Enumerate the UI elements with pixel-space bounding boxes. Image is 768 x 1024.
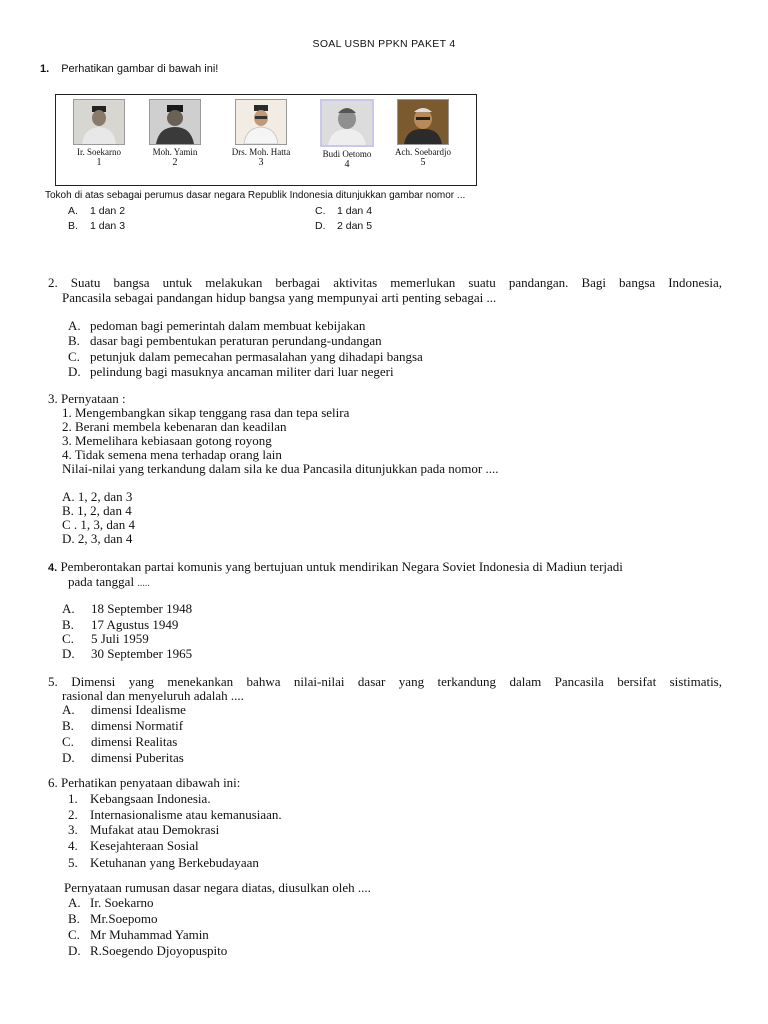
question-3-statement-3: 3. Memelihara kebiasaan gotong royong [62, 433, 272, 448]
question-6-statement-5: 5. Ketuhanan yang Berkebudayaan [68, 855, 259, 870]
question-5-stem-line1: 5. Dimensi yang menekankan bahwa nilai-nilai dasar yang terkandung dalam Pancasila bersifat sistimatis, [48, 674, 722, 689]
question-4-ellipsis: ..... [137, 578, 150, 589]
question-2-option-a[interactable]: A. pedoman bagi pemerintah dalam membuat kebijakan [68, 318, 366, 333]
question-2-option-d[interactable]: D. pelindung bagi masuknya ancaman militer dari luar negeri [68, 364, 394, 379]
question-5-stem-line2: rasional dan menyeluruh adalah .... [62, 688, 244, 703]
portrait-number: 5 [420, 157, 426, 168]
question-3-stem: 3. Pernyataan : [48, 391, 126, 406]
question-3-statement-1: 1. Mengembangkan sikap tenggang rasa dan tepa selira [62, 405, 350, 420]
question-3-statement-4: 4. Tidak semena mena terhadap orang lain [62, 447, 282, 462]
portrait-photo [397, 99, 449, 145]
question-6-statement-4: 4. Kesejahteraan Sosial [68, 838, 199, 853]
portrait-name: Moh. Yamin [152, 147, 198, 157]
portrait-4 [310, 99, 384, 170]
question-6-statement-1: 1. Kebangsaan Indonesia. [68, 791, 211, 806]
question-1-stem: Tokoh di atas sebagai perumus dasar negara Republik Indonesia ditunjukkan gambar nomor ... [45, 190, 466, 201]
portrait-number: 2 [172, 157, 178, 168]
question-4-stem-line1 [48, 559, 623, 575]
portraits-figure [55, 94, 477, 186]
question-6-question: Pernyataan rumusan dasar negara diatas, diusulkan oleh .... [64, 880, 371, 895]
portrait-photo [320, 99, 374, 147]
question-2-stem-line1: 2. Suatu bangsa untuk melakukan berbagai aktivitas memerlukan suatu pandangan. Bagi bangsa Indonesia, [48, 275, 722, 290]
question-6-option-a[interactable]: A. Ir. Soekarno [68, 895, 154, 910]
question-6-option-c[interactable]: C. Mr Muhammad Yamin [68, 927, 209, 942]
question-5-option-c[interactable]: C. dimensi Realitas [62, 734, 178, 749]
page-title: SOAL USBN PPKN PAKET 4 [312, 38, 456, 50]
question-5-option-b[interactable]: B. dimensi Normatif [62, 718, 184, 733]
question-4-option-a[interactable]: A. 18 September 1948 [62, 601, 193, 616]
portrait-name: Ach. Soebardjo [395, 147, 451, 157]
question-3-option-b[interactable]: B. 1, 2, dan 4 [62, 503, 132, 518]
portrait-1 [62, 99, 136, 168]
question-5-option-a[interactable]: A. dimensi Idealisme [62, 702, 186, 717]
question-1-heading-text: Perhatikan gambar di bawah ini! [61, 63, 219, 75]
question-2-stem-line2: Pancasila sebagai pandangan hidup bangsa yang mempunyai arti penting sebagai ... [62, 290, 497, 305]
portrait-name: Drs. Moh. Hatta [231, 147, 291, 157]
question-6-statement-3: 3. Mufakat atau Demokrasi [68, 822, 220, 837]
portrait-photo [149, 99, 201, 145]
question-6-option-b[interactable]: B. Mr.Soepomo [68, 911, 158, 926]
question-3-option-c[interactable]: C . 1, 3, dan 4 [62, 517, 135, 532]
portrait-name: Budi Oetomo [322, 149, 372, 159]
question-6-option-d[interactable]: D. R.Soegendo Djoyopuspito [68, 943, 228, 958]
portrait-name: Ir. Soekarno [77, 147, 121, 157]
question-5-option-d[interactable]: D. dimensi Puberitas [62, 750, 184, 765]
portrait-number: 1 [96, 157, 102, 168]
question-4-number: 4. [48, 562, 58, 574]
question-4-option-d[interactable]: D. 30 September 1965 [62, 646, 193, 661]
portrait-number: 4 [344, 159, 350, 170]
question-1-option-d[interactable]: D. 2 dan 5 [315, 220, 373, 232]
question-2-option-c[interactable]: C. petunjuk dalam pemecahan permasalahan yang dihadapi bangsa [68, 349, 423, 364]
question-6-statement-2: 2. Internasionalisme atau kemanusiaan. [68, 807, 282, 822]
question-1-option-c[interactable]: C. 1 dan 4 [315, 205, 373, 217]
portrait-photo [73, 99, 125, 145]
question-3-question: Nilai-nilai yang terkandung dalam sila ke dua Pancasila ditunjukkan pada nomor .... [62, 461, 499, 476]
portrait-number: 3 [258, 157, 264, 168]
question-4-option-c[interactable]: C. 5 Juli 1959 [62, 631, 149, 646]
question-2-option-b[interactable]: B. dasar bagi pembentukan peraturan perundang-undangan [68, 333, 382, 348]
question-3-option-d[interactable]: D. 2, 3, dan 4 [62, 531, 133, 546]
portrait-5 [386, 99, 460, 168]
portrait-3 [224, 99, 298, 168]
question-4-stem-text: Pemberontakan partai komunis yang bertujuan untuk mendirikan Negara Soviet Indonesia di Madiun terjadi [60, 559, 623, 574]
portrait-2 [138, 99, 212, 168]
question-1-option-a[interactable]: A. 1 dan 2 [68, 205, 126, 217]
question-6-stem: 6. Perhatikan penyataan dibawah ini: [48, 775, 241, 790]
portrait-photo [235, 99, 287, 145]
question-3-option-a[interactable]: A. 1, 2, dan 3 [62, 489, 133, 504]
question-4-option-b[interactable]: B. 17 Agustus 1949 [62, 617, 179, 632]
question-1-heading [40, 63, 218, 75]
question-1-option-b[interactable]: B. 1 dan 3 [68, 220, 126, 232]
question-4-stem-line2: pada tanggal ..... [68, 574, 150, 589]
question-3-statement-2: 2. Berani membela kebenaran dan keadilan [62, 419, 287, 434]
question-1-number: 1. [40, 63, 50, 75]
